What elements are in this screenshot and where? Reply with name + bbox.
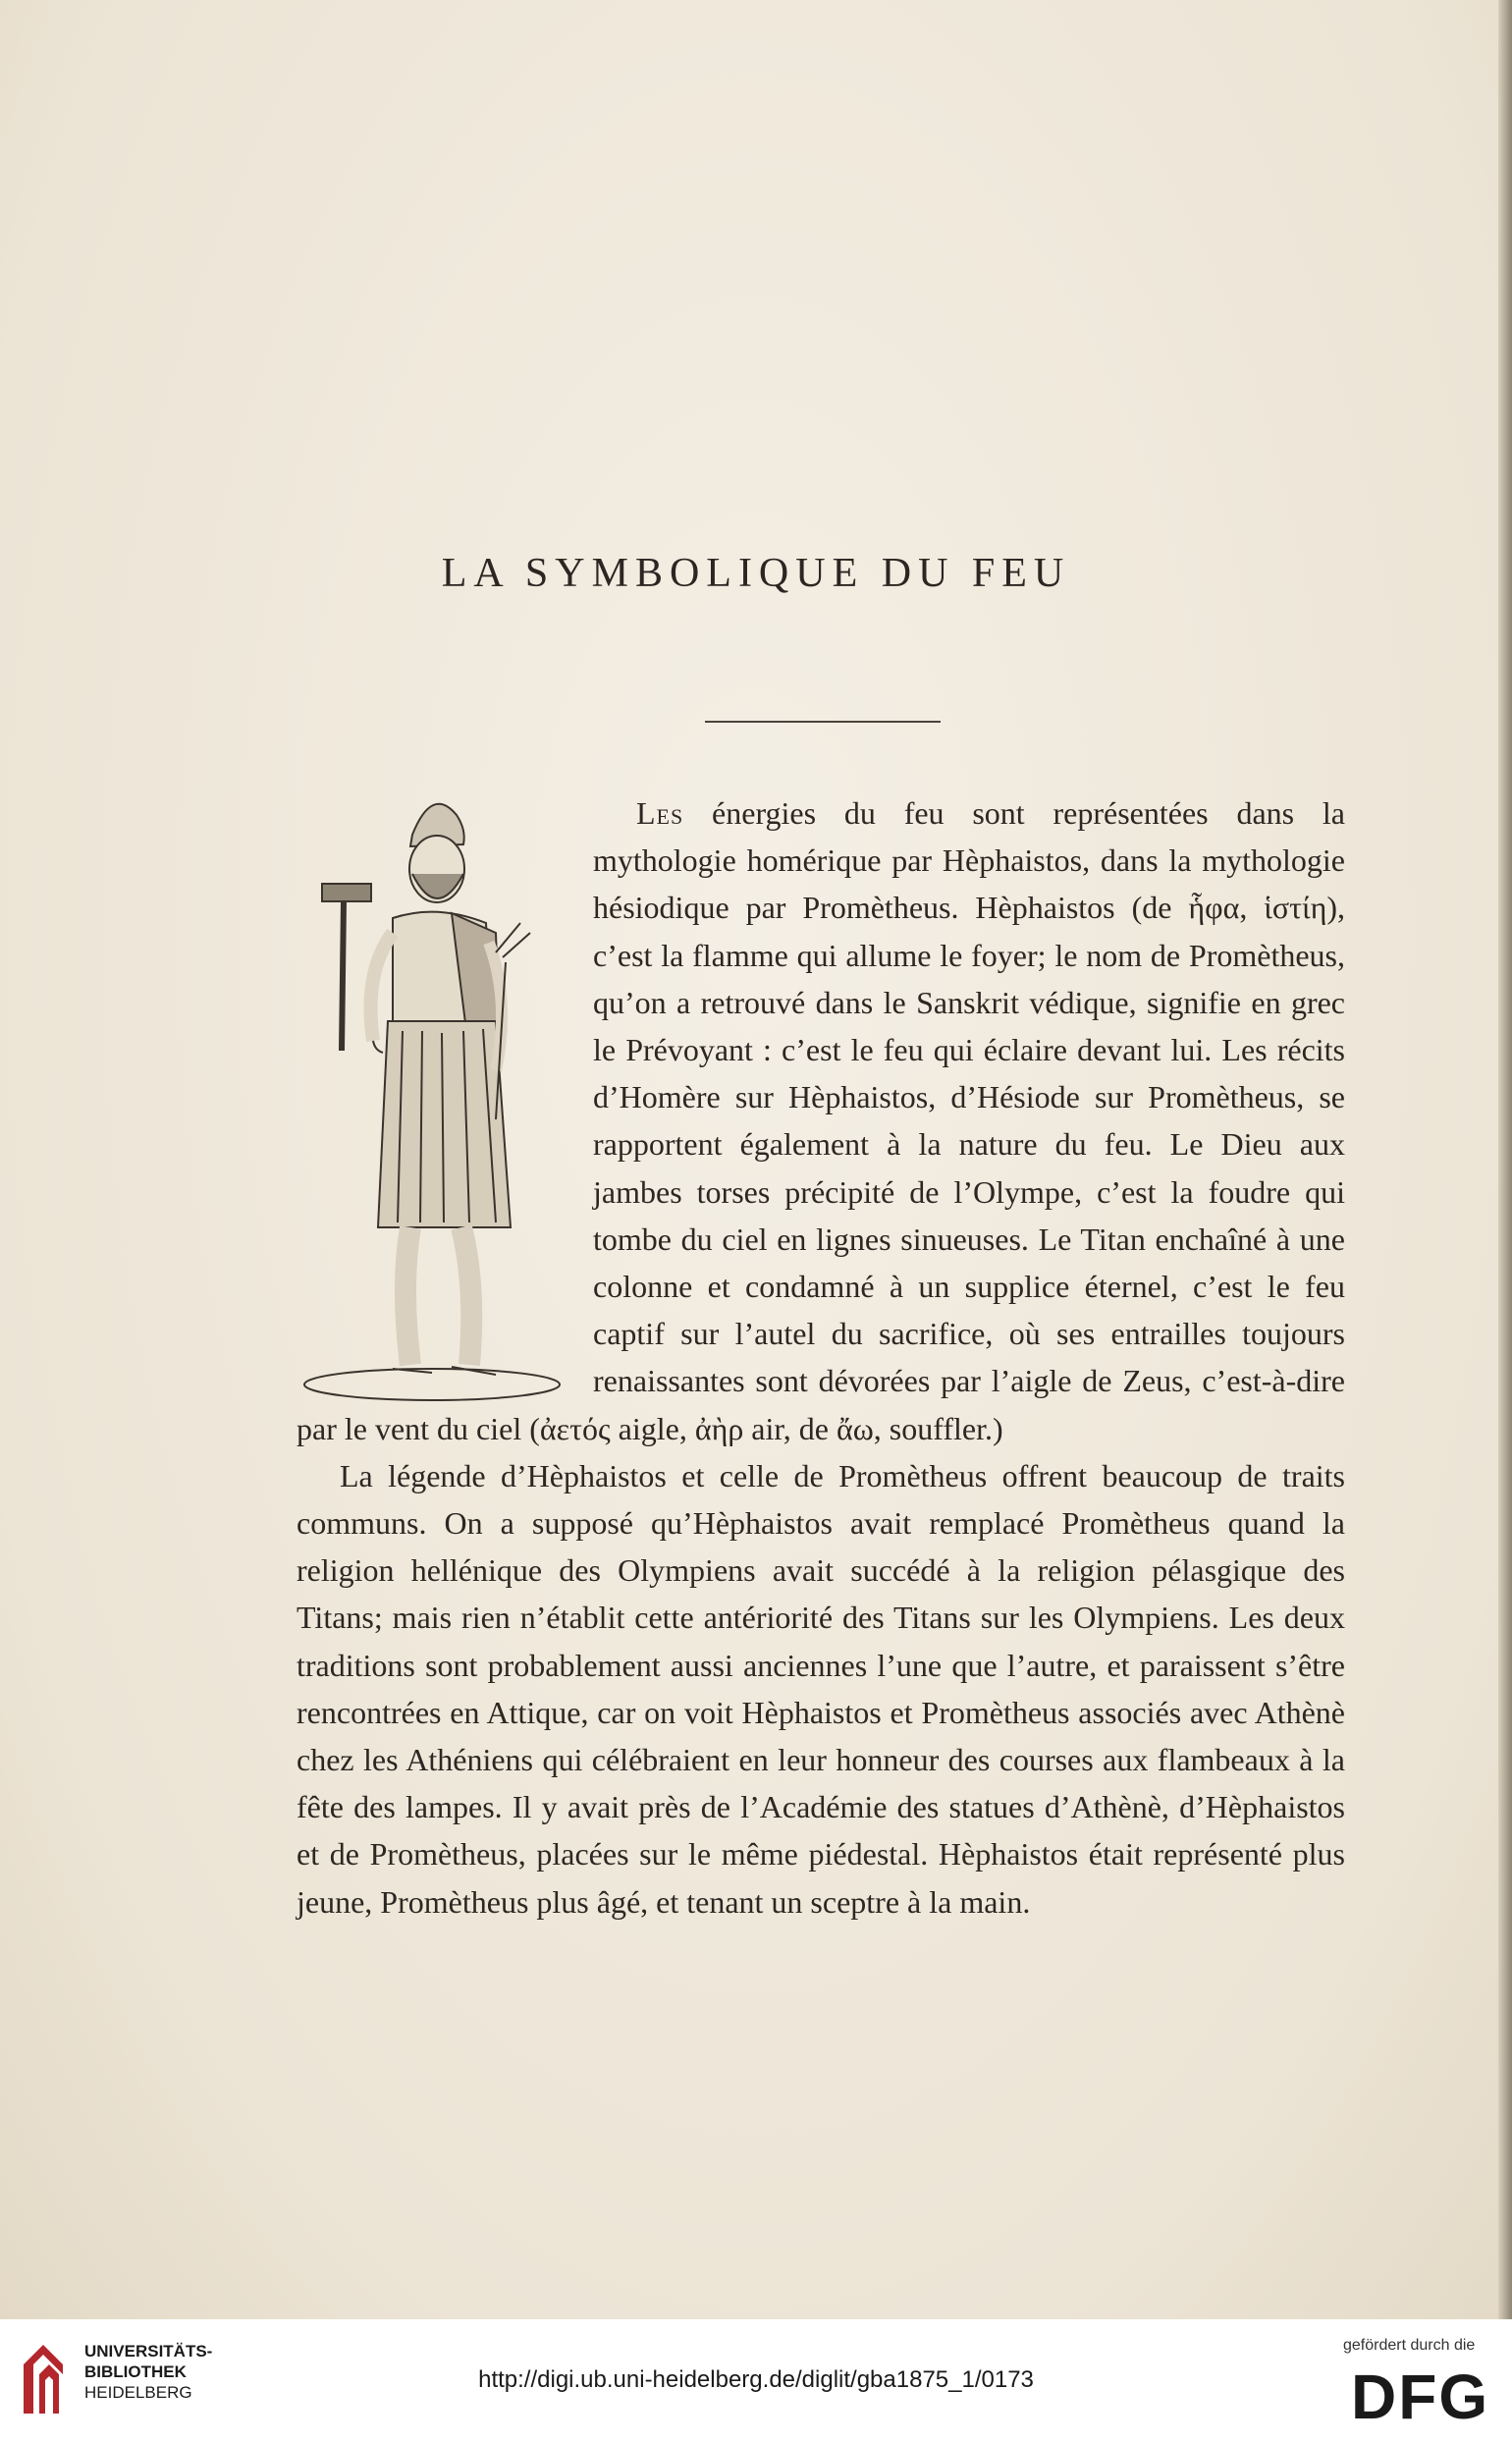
- title-rule: [705, 721, 941, 723]
- library-line-1: UNIVERSITÄTS-: [84, 2342, 213, 2361]
- dfg-logo-icon[interactable]: DFG: [1351, 2362, 1490, 2432]
- paragraph-1: [297, 789, 1345, 1452]
- page-title: LA SYMBOLIQUE DU FEU: [441, 551, 1071, 596]
- paragraph-2: La légende d’Hèphaistos et celle de Promètheus offrent beaucoup de traits communs. On a supposé qu’Hèphaistos avait remplacé Promètheus quand la religion hellénique des Olympiens avait succédé à la religion pélasgique des Titans; mais rien n’établit cette antériorité des Titans sur les Olympiens. Les deux traditions sont probablement aussi anciennes l’une que l’autre, et paraissent s’être rencontrées en Attique, car on voit Hèphaistos et Promètheus associés avec Athènè chez les Athéniens qui célébraient en leur honneur des courses aux flambeaux à la fête des lampes. Il y avait près de l’Académie des statues d’Athènè, d’Hèphaistos et de Promètheus, placées sur le même piédestal. Hèphaistos était représenté plus jeune, Promètheus plus âgé, et tenant un sceptre à la main.: [297, 1457, 1345, 1920]
- paragraph-1-text: énergies du feu sont représentées dans la mythologie homérique par Hèphaistos, dans la mythologie hésiodique par Promètheus. Hèphaistos (de ἧφα, ἱστίη), c’est la flamme qui allume le foyer; le nom de Promètheus, qu’on a retrouvé dans le Sanskrit védique, signifie en grec le Prévoyant : c’est le feu qui éclaire devant lui. Les récits d’Homère sur Hèphaistos, d’Hésiode sur Promètheus, se rapportent également à la nature du feu. Le Dieu aux jambes torses précipité de l’Olympe, c’est la foudre qui tombe du ciel en lignes sinueuses. Le Titan enchaîné à une colonne et condamné à un supplice éternel, c’est le feu captif sur l’autel du sacrifice, où ses entrailles toujours renaissantes sont dévorées par l’aigle de Zeus, c’est-à-dire par le vent du ciel (ἀετός aigle, ἀὴρ air, de ἄω, souffler.): [297, 795, 1345, 1446]
- library-line-2: BIBLIOTHEK: [84, 2362, 187, 2381]
- library-line-3: HEIDELBERG: [84, 2383, 192, 2402]
- figure-space: [297, 789, 593, 1379]
- paragraph-1-dropcap: Les: [636, 795, 684, 831]
- funder-caption: gefördert durch die: [1343, 2337, 1476, 2354]
- page-edge-shadow: [1498, 0, 1512, 2319]
- body-text: [297, 789, 1345, 1926]
- permalink-url[interactable]: http://digi.ub.uni-heidelberg.de/diglit/gba1875_1/0173: [478, 2366, 1034, 2393]
